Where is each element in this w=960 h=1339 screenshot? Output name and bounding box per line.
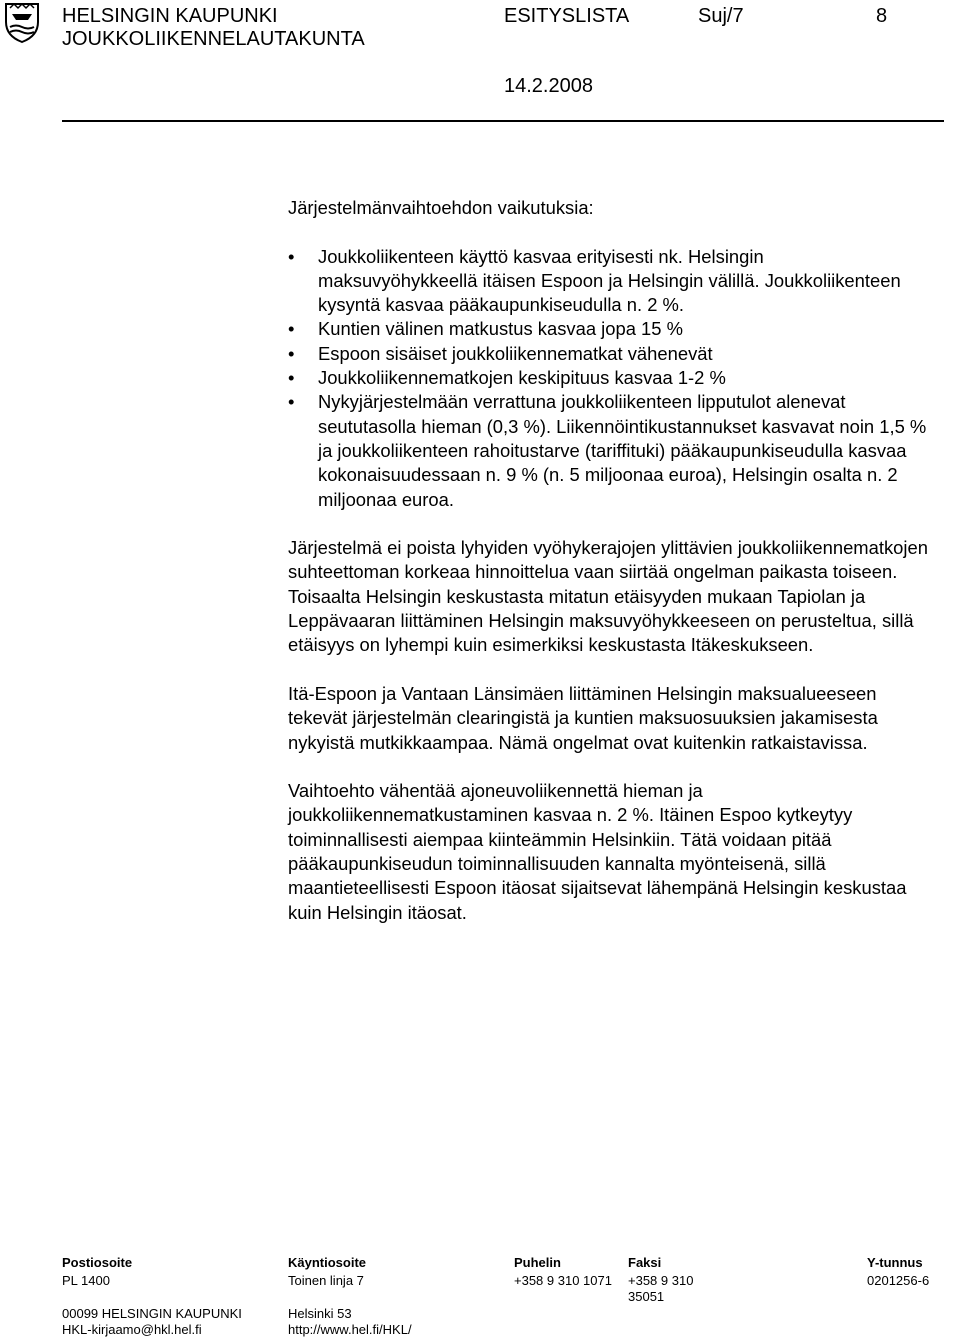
helsinki-coat-of-arms-icon — [0, 0, 44, 44]
footer-postal-city: 00099 HELSINGIN KAUPUNKI — [62, 1306, 242, 1321]
footer-ytunnus: 0201256-6 — [867, 1273, 930, 1288]
impact-list — [288, 245, 928, 512]
paragraph: Itä-Espoon ja Vantaan Länsimäen liittäminen Helsingin maksualueeseen tekevät järjestelmän clearingistä ja kuntien maksuosuuksien jakamisesta nykyistä mutkikkaampaa. Nämä ongelmat ovat kuitenkin ratkaistavissa. — [288, 682, 878, 753]
paragraph: Järjestelmä ei poista lyhyiden vyöhykerajojen ylittävien joukkoliikennematkojen suhteettoman korkeaa hinnoittelua vaan siirtää ongelman paikasta toiseen. Toisaalta Helsingin keskustasta mitatun etäisyyden mukaan Tapiolan ja Leppävaaran liittäminen Helsingin maksuvyöhykkeeseen on perusteltua, sillä etäisyys on lyhempi kuin esimerkiksi keskustasta Itäkeskukseen. — [288, 537, 928, 656]
list-item: • Joukkoliikenteen käyttö kasvaa erityisesti nk. Helsingin maksuvyöhykkeellä itäisen Espoon ja Helsingin välillä. Joukkoliikenteen kysyntä kasvaa pääkaupunkiseudulla n. 2 %. — [288, 245, 901, 316]
footer-postal-box: PL 1400 — [62, 1273, 110, 1288]
list-item: • Espoon sisäiset joukkoliikennematkat vähenevät — [288, 342, 928, 366]
header-divider — [62, 120, 944, 122]
footer-fax-label: Faksi — [628, 1255, 662, 1270]
footer-phone: +358 9 310 1071 — [514, 1273, 612, 1288]
document-body — [288, 196, 928, 949]
footer-website-link[interactable]: http://www.hel.fi/HKL/ — [288, 1322, 412, 1337]
section-heading: Järjestelmänvaihtoehdon vaikutuksia: — [288, 197, 594, 218]
org-name: HELSINGIN KAUPUNKI — [62, 5, 278, 27]
footer-visit-city: Helsinki 53 — [288, 1306, 352, 1321]
footer-visit-street: Toinen linja 7 — [288, 1273, 364, 1288]
list-item: • Nykyjärjestelmään verrattuna joukkoliikenteen lipputulot alenevat seututasolla hieman (0,3 %). Liikennöintikustannukset kasvavat noin 1,5 % ja joukkoliikenteen rahoitustarve (tariffituki) pääkaupunkiseudulla kasvaa kokonaisuudessaan n. 9 % (n. 5 miljoonaa euroa), Helsingin osalta n. 2 miljoonaa euroa. — [288, 391, 927, 510]
bullet-icon: • — [288, 342, 295, 364]
bullet-icon: • — [288, 367, 295, 389]
section-number: Suj/7 — [698, 5, 744, 27]
document-type: ESITYSLISTA — [504, 5, 630, 27]
page-number: 8 — [876, 5, 888, 27]
footer-ytunnus-label: Y-tunnus — [867, 1255, 923, 1270]
list-item: • Kuntien välinen matkustus kasvaa jopa 15 % — [288, 317, 928, 341]
paragraph: Vaihtoehto vähentää ajoneuvoliikennettä hieman ja joukkoliikennematkustaminen kasvaa n. 2 %. Itäinen Espoo kytkeytyy toiminnallisesti aiempaa kiinteämmin Helsinkiin. Tätä voidaan pitää pääkaupunkiseudun toiminnallisuuden kannalta myönteisenä, sillä maantieteellisesti Espoon itäosat sijaitsevat lähempänä Helsingin keskustaa kuin Helsingin itäosat. — [288, 780, 907, 923]
bullet-icon: • — [288, 318, 295, 340]
footer-fax-cont: 35051 — [628, 1289, 665, 1304]
footer-fax: +358 9 310 — [628, 1273, 694, 1288]
footer-visit-label: Käyntiosoite — [288, 1255, 367, 1270]
list-item: • Joukkoliikennematkojen keskipituus kasvaa 1-2 % — [288, 366, 928, 390]
department-name: JOUKKOLIIKENNELAUTAKUNTA — [62, 28, 365, 50]
meeting-date: 14.2.2008 — [504, 75, 593, 97]
bullet-icon: • — [288, 245, 295, 267]
footer-postal-label: Postiosoite — [62, 1255, 133, 1270]
footer-phone-label: Puhelin — [514, 1255, 561, 1270]
bullet-icon: • — [288, 391, 295, 413]
footer-email-link[interactable]: HKL-kirjaamo@hkl.hel.fi — [62, 1322, 202, 1337]
